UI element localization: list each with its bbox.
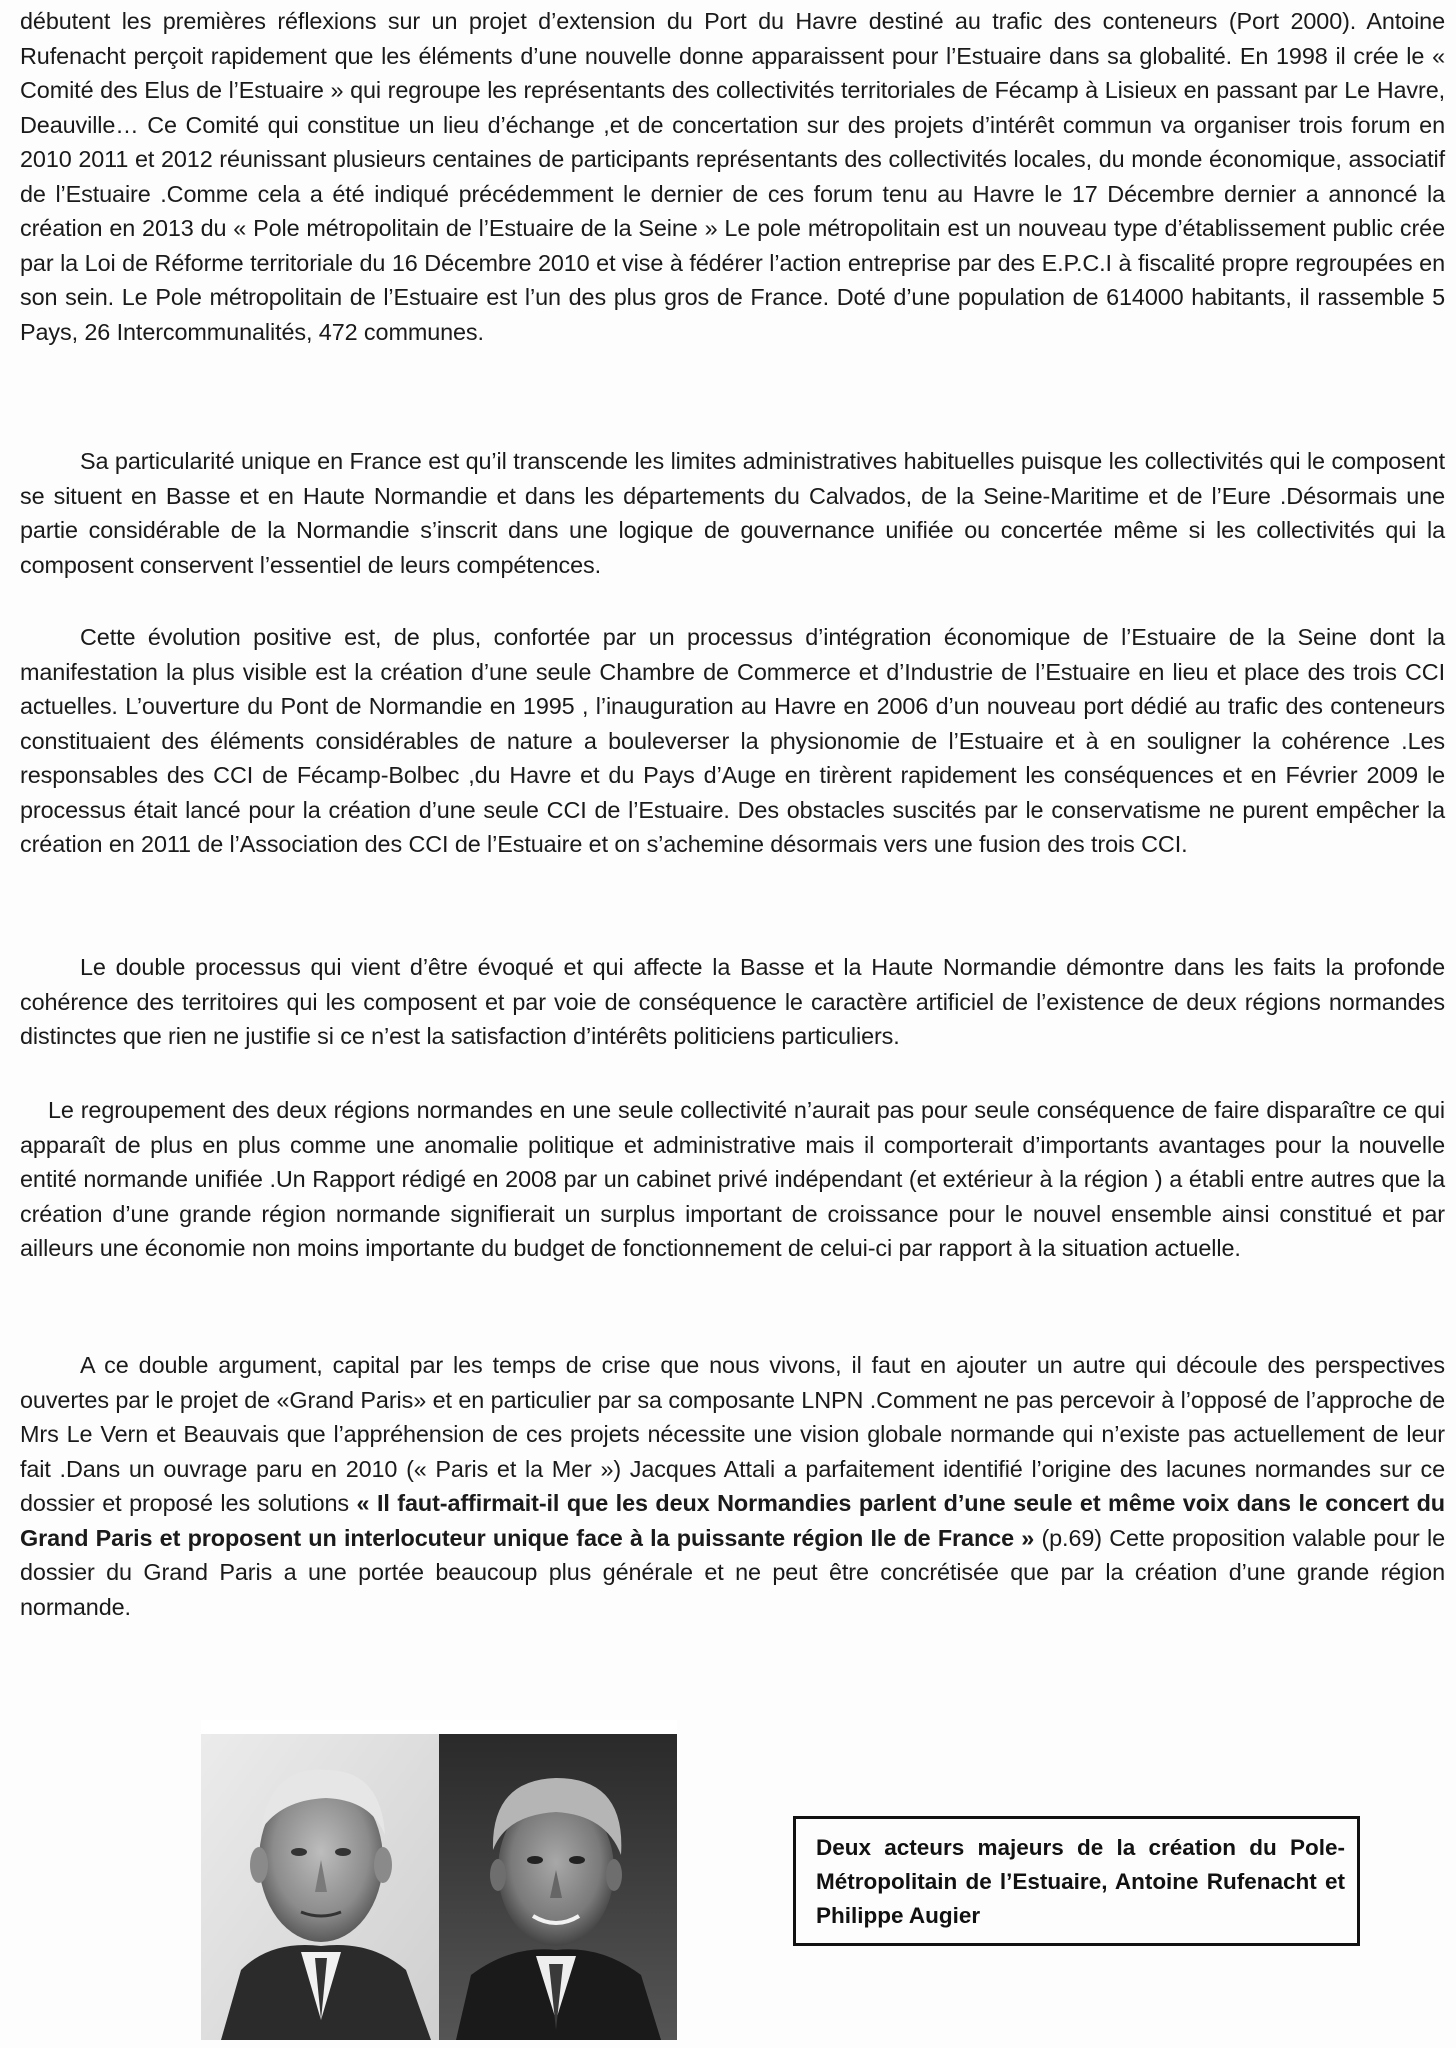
portrait-photo-image xyxy=(201,1720,677,2040)
photo-caption-text: Deux acteurs majeurs de la création du Pole-Métropolitain de l’Estuaire, Antoine Rufenacht et Philippe Augier xyxy=(816,1835,1345,1928)
paragraph-grand-paris-conclusion: (p.69) Cette proposition valable pour le dossier du Grand Paris a une portée beaucoup plus générale et ne peut être concrétisée que par la création d’une grande région normande. xyxy=(20,1524,1445,1620)
paragraph-grand-paris-argument xyxy=(20,1348,1445,1624)
paragraph-unique-particularity: Sa particularité unique en France est qu’il transcende les limites administratives habituelles puisque les collectivités qui le composent se situent en Basse et en Haute Normandie et dans les départements du Calvados, de la Seine-Maritime et de l’Eure .Désormais une partie considérable de la Normandie s’inscrit dans une logique de gouvernance unifiée ou concertée même si les collectivités qui la composent conservent l’essentiel de leurs compétences. xyxy=(20,448,1445,578)
paragraph-pole-metropolitain-history: débutent les premières réflexions sur un projet d’extension du Port du Havre destiné au trafic des conteneurs (Port 2000). Antoine Rufenacht perçoit rapidement que les éléments d’une nouvelle donne apparaissent pour l’Estuaire dans sa globalité. En 1998 il crée le « Comité des Elus de l’Estuaire » qui regroupe les représentants des collectivités territoriales de Fécamp à Lisieux en passant par Le Havre, Deauville… Ce Comité qui constitue un lieu d’échange ,et de concertation sur des projets d’intérêt commun va organiser trois forum en 2010 2011 et 2012 réunissant plusieurs centaines de participants représentants des collectivités locales, du monde économique, associatif de l’Estuaire .Comme cela a été indiqué précédemment le dernier de ces forum tenu au Havre le 17 Décembre dernier a annoncé la création en 2013 du « Pole métropolitain de l’Estuaire de la Seine » Le pole métropolitain est un nouveau type d’établissement public crée par la Loi de Réforme territoriale du 16 Décembre 2010 et vise à fédérer l’action entreprise par des E.P.C.I à fiscalité propre regroupées en son sein. Le Pole métropolitain de l’Estuaire est l’un des plus gros de France. Doté d’une population de 614000 habitants, il rassemble 5 Pays, 26 Intercommunalités, 472 communes. xyxy=(20,8,1445,345)
portrait-photo xyxy=(201,1720,677,2040)
paragraph-economic-integration: Cette évolution positive est, de plus, confortée par un processus d’intégration économique de l’Estuaire de la Seine dont la manifestation la plus visible est la création d’une seule Chambre de Commerce et d’Industrie de l’Estuaire en lieu et place des trois CCI actuelles. L’ouverture du Pont de Normandie en 1995 , l’inauguration au Havre en 2006 d’un nouveau port dédié au trafic des conteneurs constituaient des éléments considérables de nature a bouleverser la physionomie de l’Estuaire et à en souligner la cohérence .Les responsables des CCI de Fécamp-Bolbec ,du Havre et du Pays d’Auge en tirèrent rapidement les conséquences et en Février 2009 le processus était lancé pour la création d’une seule CCI de l’Estuaire. Des obstacles suscités par le conservatisme ne purent empêcher la création en 2011 de l’Association des CCI de l’Estuaire et on s’achemine désormais vers une fusion des trois CCI. xyxy=(20,624,1445,857)
photo-caption-box xyxy=(793,1816,1360,1946)
paragraph-grand-paris-intro: A ce double argument, capital par les temps de crise que nous vivons, il faut en ajouter un autre qui découle des perspectives ouvertes par le projet de «Grand Paris» et en particulier par sa composante LNPN .Comment ne pas percevoir à l’opposé de l’approche de Mrs Le Vern et Beauvais que l’appréhension de ces projets nécessite une vision globale normande qui n’existe pas actuellement de leur fait .Dans un ouvrage paru en 2010 (« Paris et la Mer ») Jacques Attali a parfaitement identifié l’origine des lacunes normandes sur ce dossier et proposé les solutions xyxy=(20,1352,1445,1516)
paragraph-regions-merger: Le regroupement des deux régions normandes en une seule collectivité n’aurait pas pour seule conséquence de faire disparaître ce qui apparaît de plus en plus comme une anomalie politique et administrative mais il comporterait d’importants avantages pour la nouvelle entité normande unifiée .Un Rapport rédigé en 2008 par un cabinet privé indépendant (et extérieur à la région ) a établi entre autres que la création d’une grande région normande signifierait un surplus important de croissance pour le nouvel ensemble ainsi constitué et par ailleurs une économie non moins importante du budget de fonctionnement de celui-ci par rapport à la situation actuelle. xyxy=(20,1097,1445,1261)
paragraph-double-process: Le double processus qui vient d’être évoqué et qui affecte la Basse et la Haute Normandie démontre dans les faits la profonde cohérence des territoires qui les composent et par voie de conséquence le caractère artificiel de l’existence de deux régions normandes distinctes que rien ne justifie si ce n’est la satisfaction d’intérêts politiciens particuliers. xyxy=(20,954,1445,1049)
attali-quote: « Il faut-affirmait-il que les deux Normandies parlent d’une seule et même voix dans le concert du Grand Paris et proposent un interlocuteur unique face à la puissante région Ile de France » xyxy=(20,1490,1445,1551)
